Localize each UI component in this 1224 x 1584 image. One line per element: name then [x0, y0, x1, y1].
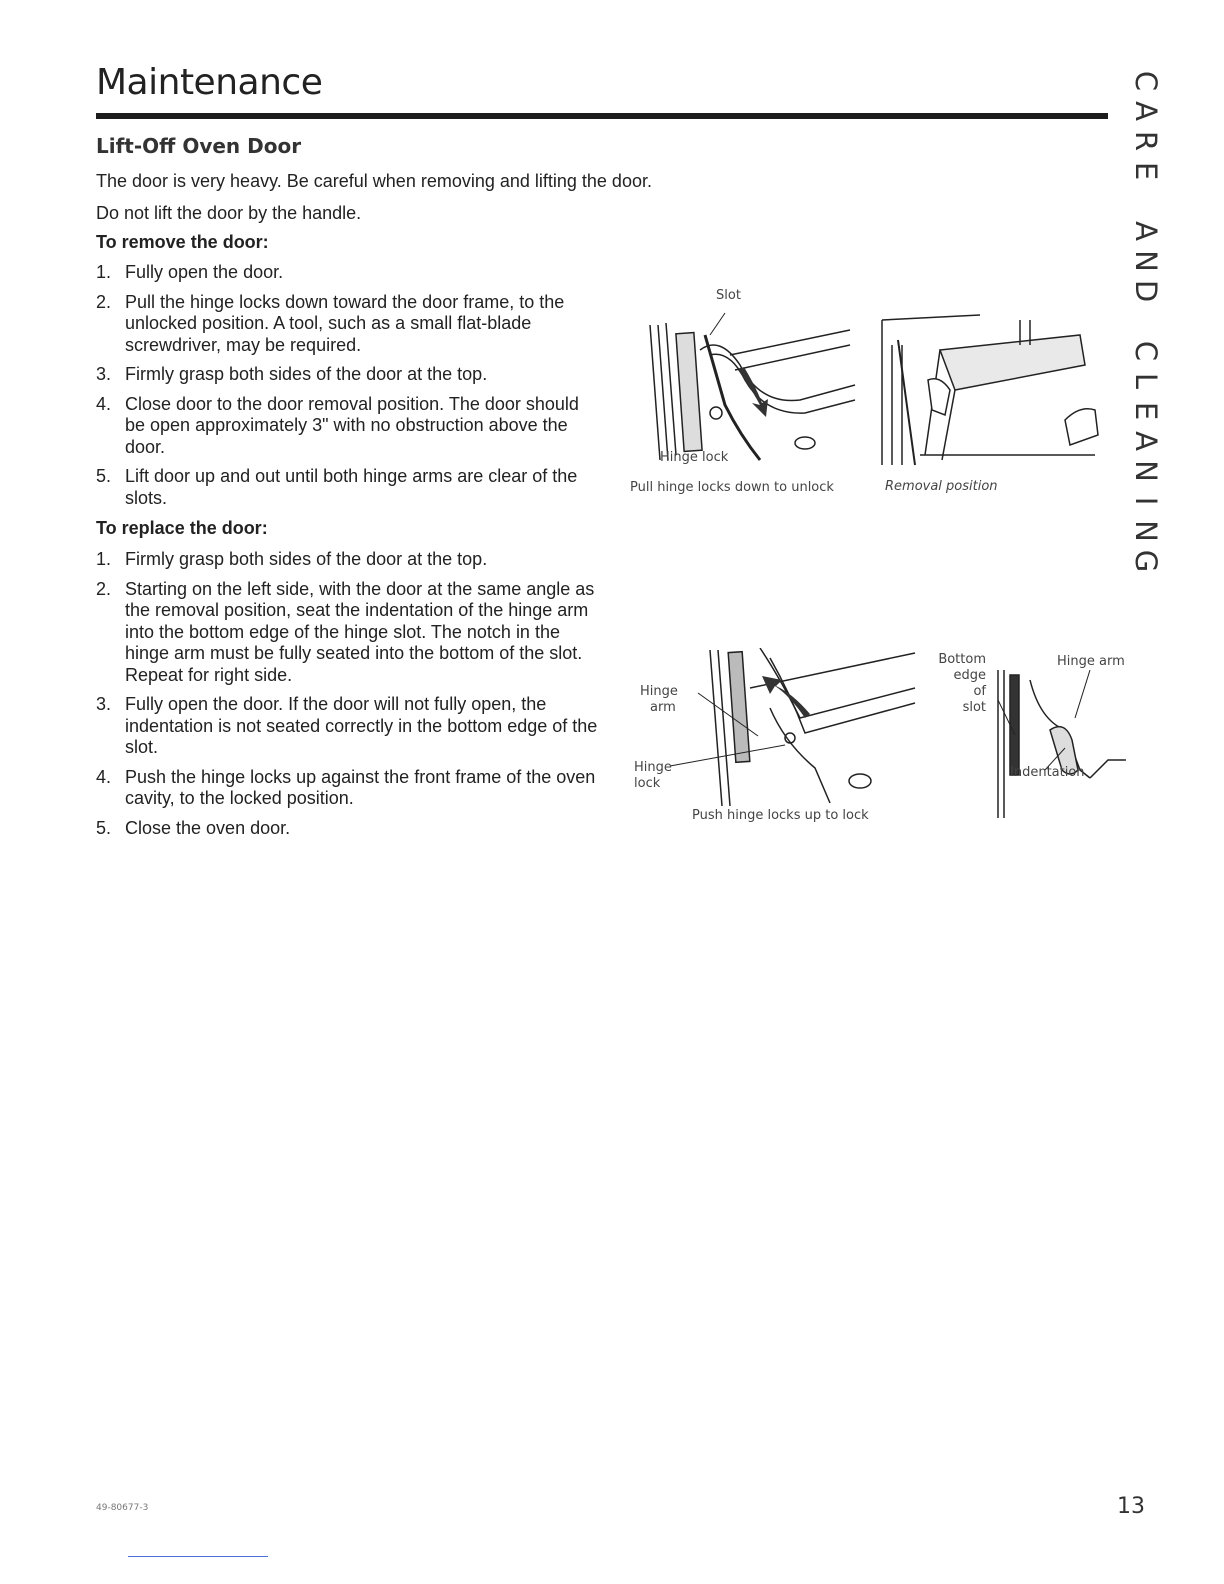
list-item: [96, 767, 606, 810]
hinge-lock-callout: [634, 760, 672, 792]
step-text: Push the hinge locks up against the front frame of the oven cavity, to the locked position.: [125, 766, 596, 808]
step-number: 1.: [96, 262, 112, 282]
side-tab-letter: R: [1129, 130, 1163, 152]
side-tab-letter: A: [1129, 221, 1163, 241]
step-number: 2.: [96, 291, 112, 312]
side-tab-letter: C: [1129, 340, 1163, 362]
page-number: 13: [1117, 1494, 1145, 1519]
step-text: Fully open the door. If the door will not fully open, the indentation is not seated correctly in the bottom edge of the slot.: [125, 694, 598, 757]
section-side-tab: [1122, 66, 1170, 576]
list-item: [96, 292, 596, 357]
hinge-lock-callout-line2: lock: [634, 776, 661, 791]
step-text: Firmly grasp both sides of the door at the top.: [125, 364, 488, 384]
bottom-edge-callout-line3: slot: [962, 700, 986, 715]
step-number: 4.: [96, 393, 112, 414]
hinge-lock-callout-line1: Hinge: [634, 760, 672, 775]
footer-link-underline[interactable]: [128, 1556, 268, 1557]
intro-warning: The door is very heavy. Be careful when removing and lifting the door.: [96, 171, 652, 191]
side-tab-letter: L: [1129, 372, 1163, 390]
list-item: [96, 549, 606, 571]
list-item: [96, 818, 606, 840]
side-tab-letter: [1131, 185, 1161, 217]
list-item: [96, 364, 596, 386]
list-item: [96, 579, 606, 687]
slot-callout: Slot: [716, 288, 741, 303]
bottom-edge-callout-line2: edge of: [953, 668, 986, 699]
side-tab-letter: E: [1129, 161, 1163, 181]
replace-door-label: To replace the door:: [96, 518, 268, 538]
hinge-lock-lock-illustration: [640, 648, 920, 808]
list-item: [96, 694, 606, 759]
side-tab-letter: N: [1129, 520, 1163, 542]
bottom-edge-callout: [938, 652, 986, 716]
step-text: Pull the hinge locks down toward the door frame, to the unlocked position. A tool, such as a small flat-blade screwdriver, may be required.: [125, 291, 565, 355]
hinge-arm-callout-line1: Hinge: [640, 684, 678, 699]
side-tab-letter: E: [1129, 401, 1163, 421]
hinge-arm-indentation-illustration: [990, 660, 1130, 820]
step-number: 3.: [96, 364, 112, 384]
side-tab-letter: D: [1129, 279, 1163, 303]
side-tab-letter: I: [1129, 496, 1163, 506]
step-number: 1.: [96, 549, 112, 569]
figure-caption: Pull hinge locks down to unlock: [630, 480, 834, 495]
step-text: Close the oven door.: [125, 817, 291, 838]
remove-steps-list: [96, 262, 596, 517]
hinge-arm-callout-line2: arm: [650, 700, 676, 715]
side-tab-letter: N: [1129, 460, 1163, 482]
list-item: [96, 466, 596, 509]
bottom-edge-callout-line1: Bottom: [938, 652, 986, 667]
side-tab-letter: A: [1129, 431, 1163, 451]
indentation-callout: Indentation: [1010, 765, 1085, 780]
step-text: Fully open the door.: [125, 262, 284, 282]
hinge-lock-unlock-illustration: [640, 295, 865, 470]
step-text: Lift door up and out until both hinge arms are clear of the slots.: [125, 466, 578, 508]
intro-handle-note: Do not lift the door by the handle.: [96, 203, 362, 223]
document-code: 49-80677-3: [96, 1503, 149, 1513]
step-text: Firmly grasp both sides of the door at the top.: [125, 549, 488, 569]
page-title: Maintenance: [96, 62, 323, 103]
list-item: [96, 394, 596, 459]
step-number: 2.: [96, 578, 112, 599]
step-number: 5.: [96, 466, 112, 486]
hinge-arm-callout: [640, 684, 678, 716]
step-text: Close door to the door removal position. The door should be open approximately 3" with no obstruction above the door.: [125, 393, 579, 457]
door-removal-position-illustration: [880, 305, 1110, 470]
side-tab-letter: [1131, 305, 1161, 337]
side-tab-letter: G: [1129, 549, 1163, 573]
side-tab-letter: C: [1129, 70, 1163, 92]
step-number: 4.: [96, 766, 112, 787]
side-tab-letter: N: [1129, 250, 1163, 272]
replace-steps-list: [96, 549, 606, 847]
remove-door-label: To remove the door:: [96, 232, 269, 252]
figure-caption: Push hinge locks up to lock: [692, 808, 869, 823]
step-number: 3.: [96, 694, 112, 714]
side-tab-letter: A: [1129, 101, 1163, 121]
step-number: 5.: [96, 817, 112, 838]
figure-caption: Removal position: [885, 479, 998, 494]
title-rule: [96, 113, 1108, 119]
hinge-lock-callout: Hinge lock: [660, 450, 729, 465]
section-subheading: Lift-Off Oven Door: [96, 134, 302, 158]
hinge-arm-callout: Hinge arm: [1057, 654, 1125, 669]
list-item: [96, 262, 596, 284]
step-text: Starting on the left side, with the door at the same angle as the removal position, seat the indentation of the hinge arm into the bottom edge of the hinge slot. The notch in the hinge arm must be fully seated into the bottom of the slot. Repeat for right side.: [125, 578, 595, 685]
